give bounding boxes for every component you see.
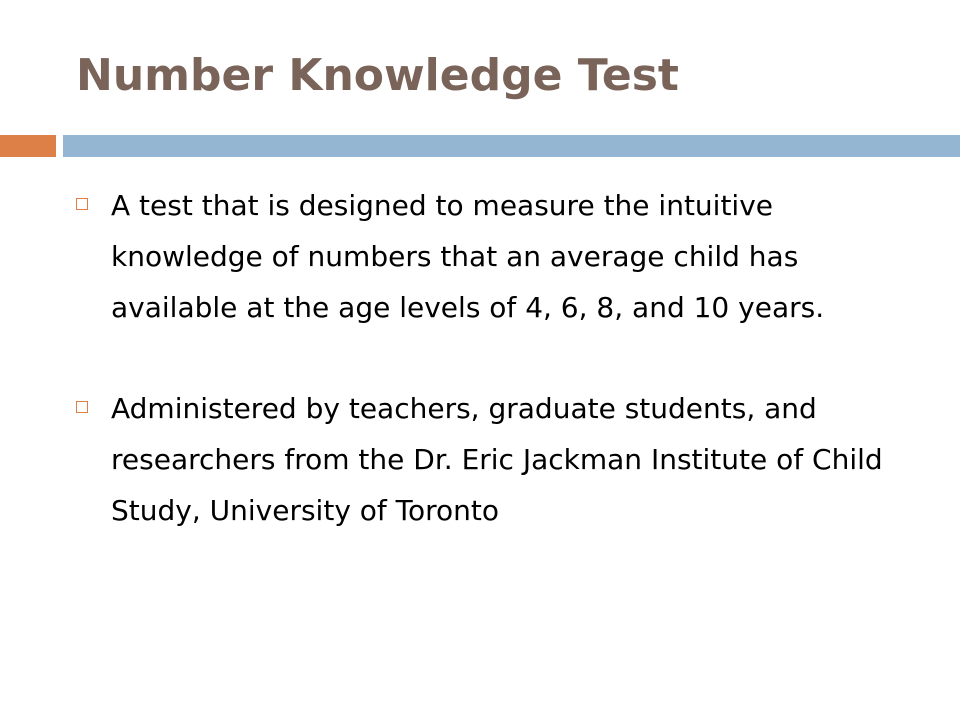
bullet-item-administration (76, 383, 896, 536)
square-bullet-icon (76, 198, 88, 210)
bullet-text: Administered by teachers, graduate students, and researchers from the Dr. Eric Jackman Institute of Child Study, University of Toronto (111, 392, 883, 527)
bullet-list (76, 180, 896, 536)
accent-bar-blue (63, 135, 960, 157)
slide-title: Number Knowledge Test (76, 50, 679, 101)
bullet-item-test-description (76, 180, 896, 333)
bullet-text: A test that is designed to measure the intuitive knowledge of numbers that an average child has available at the age levels of 4, 6, 8, and 10 years. (111, 189, 825, 324)
square-bullet-icon (76, 401, 88, 413)
accent-bar-orange (0, 135, 56, 157)
